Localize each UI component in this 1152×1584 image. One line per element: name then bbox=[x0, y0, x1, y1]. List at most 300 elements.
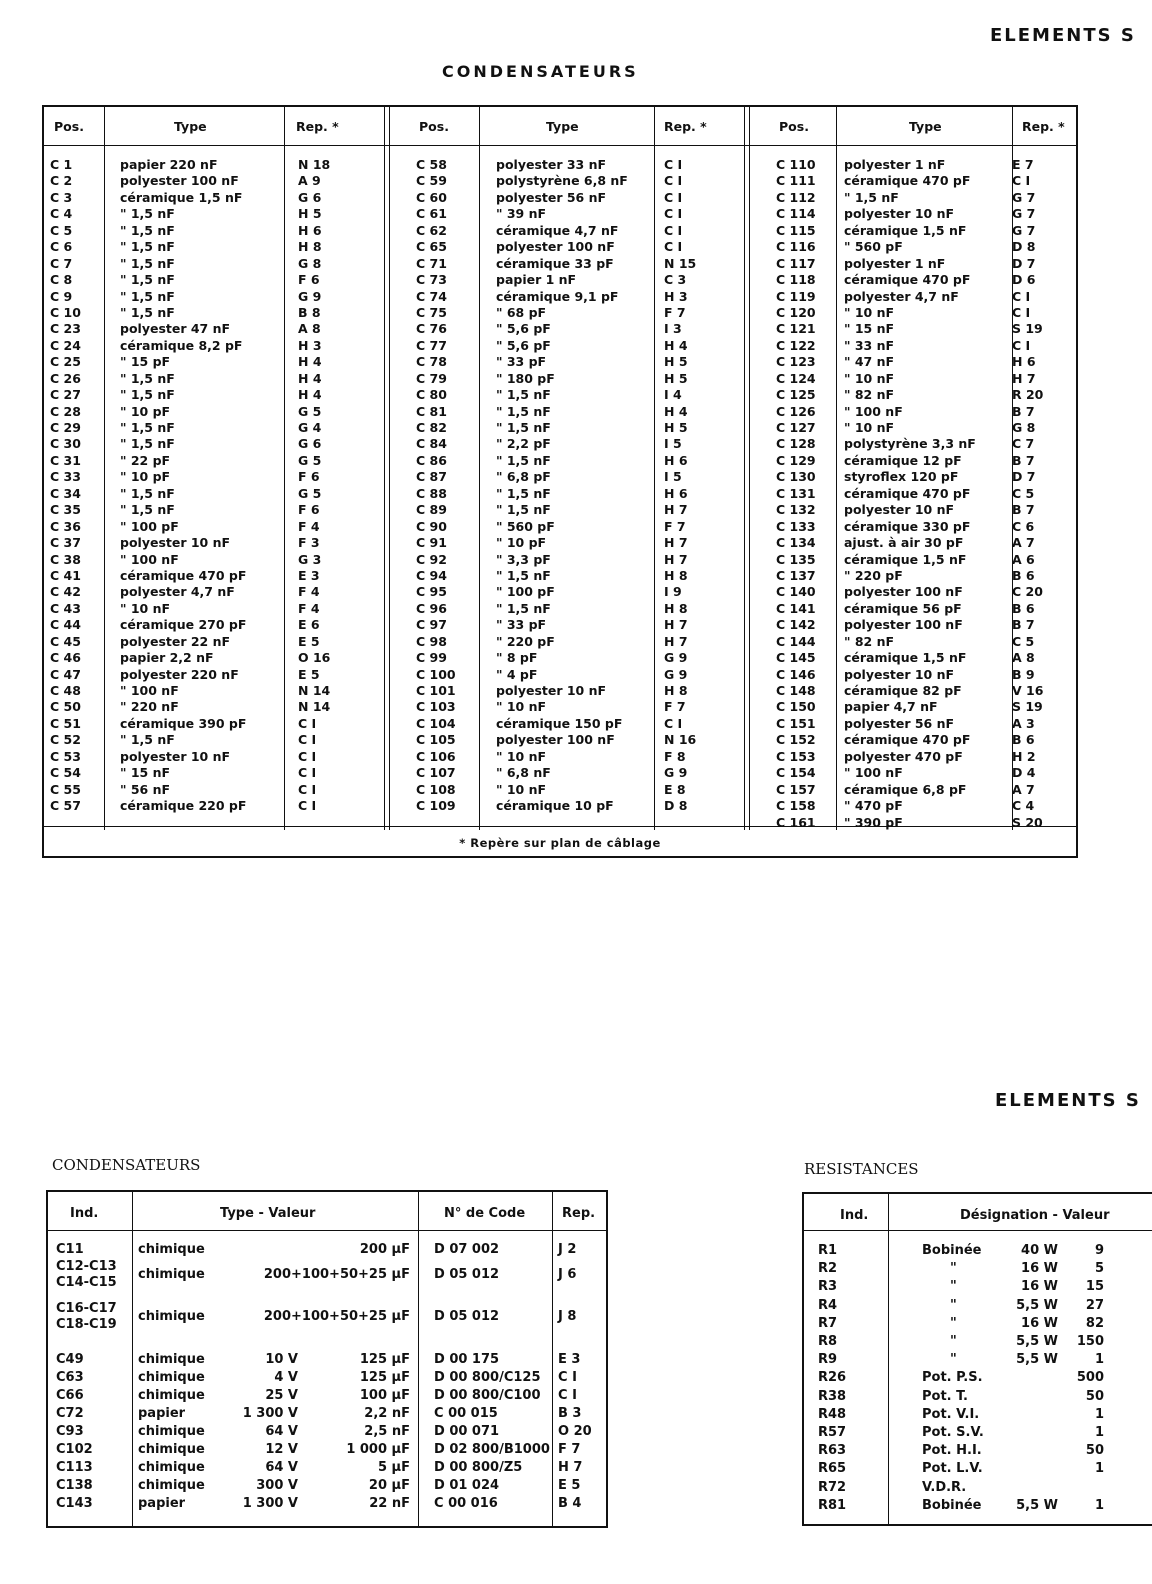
voltage-cell: 300 V bbox=[256, 1478, 298, 1493]
table-row bbox=[50, 502, 380, 518]
type-cell: polyester 10 nF bbox=[844, 206, 955, 222]
position-cell: C 30 bbox=[50, 436, 81, 452]
ind-cell: R72 bbox=[818, 1479, 847, 1495]
rep-cell: C 6 bbox=[1012, 518, 1035, 534]
position-cell: C 97 bbox=[416, 617, 447, 633]
rep-cell: D 6 bbox=[1012, 272, 1036, 288]
type-cell: polystyrène 6,8 nF bbox=[496, 173, 628, 189]
position-cell: C 26 bbox=[50, 370, 81, 386]
rep-cell: G 9 bbox=[664, 765, 688, 781]
position-cell: C 131 bbox=[776, 485, 816, 501]
position-cell: C 135 bbox=[776, 551, 816, 567]
rep-cell: E 6 bbox=[298, 617, 320, 633]
position-cell: C 2 bbox=[50, 173, 73, 189]
rep-cell: C I bbox=[664, 715, 683, 731]
position-cell: C 107 bbox=[416, 765, 456, 781]
table-row bbox=[776, 568, 1076, 584]
position-cell: C 129 bbox=[776, 452, 816, 468]
position-cell: C 74 bbox=[416, 288, 447, 304]
table-row bbox=[416, 535, 746, 551]
type-cell: " 220 pF bbox=[844, 567, 903, 583]
value-cell: 2,2 nF bbox=[364, 1406, 410, 1421]
table-row bbox=[416, 239, 746, 255]
value-cell: 200+100+50+25 µF bbox=[263, 1309, 410, 1324]
position-cell: C 84 bbox=[416, 436, 447, 452]
ind-cell: C102 bbox=[56, 1442, 93, 1457]
rep-cell: E 5 bbox=[558, 1478, 581, 1493]
position-cell: C 53 bbox=[50, 748, 81, 764]
type-cell: " 100 nF bbox=[120, 683, 179, 698]
table-row bbox=[50, 404, 380, 420]
table-row bbox=[416, 552, 746, 568]
table-row bbox=[776, 716, 1076, 732]
type-cell: " 100 pF bbox=[496, 584, 555, 600]
header-type: Type bbox=[909, 119, 942, 134]
rep-cell: F 3 bbox=[298, 535, 320, 551]
table-row bbox=[50, 634, 380, 650]
table-row bbox=[416, 223, 746, 239]
table-row bbox=[416, 404, 746, 420]
rep-cell: C I bbox=[1012, 304, 1031, 320]
type-cell: polyester 4,7 nF bbox=[844, 288, 959, 304]
position-cell: C 116 bbox=[776, 239, 816, 255]
rep-cell: H 7 bbox=[1012, 370, 1036, 386]
position-cell: C 43 bbox=[50, 600, 81, 616]
position-cell: C 130 bbox=[776, 469, 816, 485]
table-row bbox=[416, 338, 746, 354]
table-row bbox=[50, 568, 380, 584]
code-cell: D 07 002 bbox=[434, 1242, 500, 1257]
designation-cell: Pot. S.V. bbox=[922, 1425, 984, 1440]
type-cell: céramique 470 pF bbox=[120, 567, 247, 583]
position-cell: C 140 bbox=[776, 584, 816, 600]
value-cell: 15 bbox=[1085, 1279, 1104, 1295]
position-cell: C 62 bbox=[416, 222, 447, 238]
position-cell: C 3 bbox=[50, 189, 73, 205]
table-row bbox=[776, 749, 1076, 765]
position-cell: C 31 bbox=[50, 452, 81, 468]
position-cell: C 98 bbox=[416, 633, 447, 649]
capacitor-table-bottom bbox=[46, 1190, 608, 1528]
designation-cell: Bobinée bbox=[922, 1243, 982, 1258]
position-cell: C 60 bbox=[416, 189, 447, 205]
type-cell: polyester 10 nF bbox=[844, 666, 955, 682]
position-cell: C 46 bbox=[50, 650, 81, 666]
rep-cell: H 4 bbox=[298, 354, 322, 370]
table-row bbox=[416, 519, 746, 535]
code-cell: D 00 800/C125 bbox=[434, 1370, 541, 1385]
rep-cell: S 19 bbox=[1012, 321, 1043, 337]
type-cell: chimique bbox=[138, 1242, 205, 1257]
position-cell: C 10 bbox=[50, 304, 81, 320]
table-row bbox=[50, 338, 380, 354]
table-row bbox=[776, 354, 1076, 370]
type-cell: " 68 pF bbox=[496, 304, 547, 320]
table-row bbox=[776, 256, 1076, 272]
type-cell: céramique 470 pF bbox=[844, 272, 971, 288]
table-row bbox=[416, 617, 746, 633]
position-cell: C 37 bbox=[50, 535, 81, 551]
rep-cell: H 7 bbox=[664, 633, 688, 649]
rep-cell: G 7 bbox=[1012, 189, 1036, 205]
ind-cell: C11 bbox=[56, 1242, 84, 1257]
type-cell: " 10 pF bbox=[120, 403, 171, 419]
table-row bbox=[416, 486, 746, 502]
position-cell: C 6 bbox=[50, 239, 73, 255]
table-row bbox=[776, 667, 1076, 683]
position-cell: C 144 bbox=[776, 633, 816, 649]
position-cell: C 82 bbox=[416, 420, 447, 435]
rep-cell: E 8 bbox=[664, 781, 686, 797]
position-cell: C 4 bbox=[50, 206, 73, 222]
rep-cell: A 8 bbox=[1012, 650, 1035, 666]
position-cell: C 90 bbox=[416, 518, 447, 534]
rep-cell: A 9 bbox=[298, 173, 321, 189]
table-row bbox=[50, 699, 380, 715]
position-cell: C 96 bbox=[416, 600, 447, 616]
code-cell: D 02 800/B1000 bbox=[434, 1442, 550, 1457]
position-cell: C 47 bbox=[50, 666, 81, 682]
table-row bbox=[50, 387, 380, 403]
position-cell: C 65 bbox=[416, 239, 447, 255]
table-row bbox=[50, 732, 380, 748]
position-cell: C 100 bbox=[416, 666, 456, 682]
rep-cell: C I bbox=[1012, 173, 1031, 189]
wattage-cell: 16 W bbox=[1021, 1315, 1058, 1331]
type-cell: " 82 nF bbox=[844, 633, 895, 649]
rep-cell: B 7 bbox=[1012, 617, 1035, 633]
table-row bbox=[776, 650, 1076, 666]
rep-cell: F 4 bbox=[298, 518, 320, 534]
rep-cell: H 7 bbox=[664, 617, 688, 633]
rep-cell: G 6 bbox=[298, 189, 322, 205]
rep-cell: C I bbox=[298, 715, 317, 731]
position-cell: C 145 bbox=[776, 650, 816, 666]
header-ind: Ind. bbox=[70, 1206, 99, 1221]
table-row bbox=[50, 650, 380, 666]
wattage-cell: 16 W bbox=[1021, 1279, 1058, 1295]
rep-cell: C I bbox=[298, 748, 317, 764]
rep-cell: H 4 bbox=[298, 370, 322, 386]
position-cell: C 148 bbox=[776, 683, 816, 698]
type-cell: " 1,5 nF bbox=[120, 420, 175, 435]
table-row bbox=[416, 469, 746, 485]
value-cell: 200 µF bbox=[359, 1242, 410, 1257]
rep-cell: G 6 bbox=[298, 436, 322, 452]
value-cell: 1 000 µF bbox=[346, 1442, 410, 1457]
rep-cell: O 20 bbox=[558, 1424, 592, 1439]
value-cell: 9 bbox=[1094, 1243, 1104, 1258]
table-column-2 bbox=[416, 157, 746, 815]
type-cell: " 100 nF bbox=[844, 403, 903, 419]
position-cell: C 94 bbox=[416, 567, 447, 583]
header-designation: Désignation - Valeur bbox=[960, 1208, 1110, 1223]
type-cell: chimique bbox=[138, 1478, 205, 1493]
table-row bbox=[50, 371, 380, 387]
table-row bbox=[416, 732, 746, 748]
position-cell: C 117 bbox=[776, 255, 816, 271]
header-pos: Pos. bbox=[779, 119, 809, 134]
top-table-title: CONDENSATEURS bbox=[442, 62, 639, 81]
type-cell: polyester 56 nF bbox=[844, 715, 955, 731]
position-cell: C 95 bbox=[416, 584, 447, 600]
voltage-cell: 64 V bbox=[265, 1460, 298, 1475]
table-row bbox=[50, 420, 380, 436]
type-cell: " 100 pF bbox=[120, 518, 179, 534]
ind-cell: R8 bbox=[818, 1334, 838, 1349]
type-cell: chimique bbox=[138, 1388, 205, 1403]
rep-cell: H 3 bbox=[664, 288, 688, 304]
table-row bbox=[50, 190, 380, 206]
table-row bbox=[50, 157, 380, 173]
type-cell: céramique 8,2 pF bbox=[120, 337, 243, 353]
code-cell: D 05 012 bbox=[434, 1267, 500, 1282]
value-cell: 125 µF bbox=[359, 1370, 410, 1385]
type-cell: papier 2,2 nF bbox=[120, 650, 214, 666]
type-cell: céramique 4,7 nF bbox=[496, 222, 619, 238]
voltage-cell: 4 V bbox=[274, 1370, 298, 1385]
table-row bbox=[50, 749, 380, 765]
rep-cell: O 16 bbox=[298, 650, 331, 666]
position-cell: C 51 bbox=[50, 715, 81, 731]
rep-cell: G 3 bbox=[298, 551, 322, 567]
value-cell: 100 µF bbox=[359, 1388, 410, 1403]
table-column-3 bbox=[776, 157, 1076, 831]
table-row bbox=[776, 190, 1076, 206]
table-row bbox=[776, 338, 1076, 354]
rep-cell: H 4 bbox=[664, 337, 688, 353]
table-row bbox=[776, 223, 1076, 239]
header-type-valeur: Type - Valeur bbox=[220, 1206, 316, 1221]
type-cell: " 220 nF bbox=[120, 699, 179, 715]
value-cell: 1 bbox=[1094, 1352, 1104, 1368]
table-row bbox=[50, 486, 380, 502]
rep-cell: F 8 bbox=[664, 748, 686, 764]
position-cell: C 42 bbox=[50, 584, 81, 600]
table-row bbox=[416, 634, 746, 650]
designation-cell: " bbox=[950, 1315, 957, 1331]
rep-cell: B 6 bbox=[1012, 600, 1035, 616]
value-cell: 27 bbox=[1085, 1297, 1104, 1313]
designation-cell: V.D.R. bbox=[922, 1479, 967, 1495]
type-cell: chimique bbox=[138, 1442, 205, 1457]
position-cell: C 35 bbox=[50, 502, 81, 518]
position-cell: C 150 bbox=[776, 699, 816, 715]
type-cell: " 1,5 nF bbox=[496, 387, 551, 403]
ind-cell: C12-C13 C14-C15 bbox=[56, 1259, 117, 1290]
position-cell: C 45 bbox=[50, 633, 81, 649]
value-cell: 50 bbox=[1085, 1388, 1104, 1404]
position-cell: C 127 bbox=[776, 420, 816, 435]
type-cell: " 4 pF bbox=[496, 666, 538, 682]
type-cell: " 1,5 nF bbox=[120, 288, 175, 304]
type-cell: céramique 470 pF bbox=[844, 173, 971, 189]
type-cell: " 10 nF bbox=[496, 781, 547, 797]
designation-cell: Pot. L.V. bbox=[922, 1461, 983, 1477]
table-row bbox=[50, 239, 380, 255]
position-cell: C 23 bbox=[50, 321, 81, 337]
type-cell: polyester 100 nF bbox=[496, 732, 615, 748]
position-cell: C 110 bbox=[776, 157, 816, 172]
ind-cell: R26 bbox=[818, 1370, 847, 1386]
rep-cell: J 2 bbox=[558, 1242, 577, 1257]
type-cell: céramique 12 pF bbox=[844, 452, 962, 468]
rep-cell: F 6 bbox=[298, 502, 320, 518]
type-cell: céramique 1,5 nF bbox=[844, 650, 967, 666]
table-row bbox=[416, 584, 746, 600]
designation-cell: Pot. P.S. bbox=[922, 1370, 983, 1386]
type-cell: " 10 nF bbox=[844, 420, 895, 435]
table-row bbox=[416, 206, 746, 222]
table-row bbox=[416, 502, 746, 518]
position-cell: C 61 bbox=[416, 206, 447, 222]
value-cell: 1 bbox=[1094, 1461, 1104, 1477]
type-cell: " 47 nF bbox=[844, 354, 895, 370]
type-cell: " 15 nF bbox=[844, 321, 895, 337]
rep-cell: G 7 bbox=[1012, 222, 1036, 238]
type-cell: " 1,5 nF bbox=[496, 485, 551, 501]
designation-cell: " bbox=[950, 1279, 957, 1295]
position-cell: C 54 bbox=[50, 765, 81, 781]
designation-cell: " bbox=[950, 1261, 957, 1277]
rep-cell: H 7 bbox=[664, 551, 688, 567]
position-cell: C 28 bbox=[50, 403, 81, 419]
ind-cell: R1 bbox=[818, 1243, 838, 1258]
position-cell: C 108 bbox=[416, 781, 456, 797]
rep-cell: C I bbox=[1012, 288, 1031, 304]
position-cell: C 153 bbox=[776, 748, 816, 764]
rep-cell: G 9 bbox=[664, 650, 688, 666]
type-cell: " 1,5 nF bbox=[496, 403, 551, 419]
code-cell: D 05 012 bbox=[434, 1309, 500, 1324]
type-cell: " 1,5 nF bbox=[120, 304, 175, 320]
position-cell: C 29 bbox=[50, 420, 81, 435]
type-cell: polyester 220 nF bbox=[120, 666, 239, 682]
rep-cell: F 6 bbox=[298, 272, 320, 288]
table-row bbox=[50, 289, 380, 305]
position-cell: C 106 bbox=[416, 748, 456, 764]
position-cell: C 50 bbox=[50, 699, 81, 715]
type-cell: " 5,6 pF bbox=[496, 337, 551, 353]
rep-cell: H 6 bbox=[298, 222, 322, 238]
position-cell: C 89 bbox=[416, 502, 447, 518]
table-row bbox=[416, 321, 746, 337]
type-cell: papier bbox=[138, 1406, 186, 1421]
position-cell: C 118 bbox=[776, 272, 816, 288]
type-cell: polyester 10 nF bbox=[120, 748, 231, 764]
rep-cell: C I bbox=[298, 798, 317, 814]
table-row bbox=[50, 519, 380, 535]
type-cell: " 1,5 nF bbox=[844, 189, 899, 205]
type-cell: céramique 82 pF bbox=[844, 683, 962, 698]
rep-cell: I 9 bbox=[664, 584, 682, 600]
type-cell: " 33 nF bbox=[844, 337, 895, 353]
rep-cell: H 6 bbox=[664, 485, 688, 501]
rep-cell: C I bbox=[298, 765, 317, 781]
table-row bbox=[50, 601, 380, 617]
rep-cell: N 15 bbox=[664, 255, 697, 271]
rep-cell: C I bbox=[298, 781, 317, 797]
rep-cell: D 8 bbox=[1012, 239, 1036, 255]
table-row bbox=[50, 716, 380, 732]
type-cell: " 1,5 nF bbox=[120, 732, 175, 748]
table-row bbox=[776, 387, 1076, 403]
table-row bbox=[776, 404, 1076, 420]
code-cell: D 00 175 bbox=[434, 1352, 500, 1367]
table-row bbox=[776, 502, 1076, 518]
type-cell: polyester 10 nF bbox=[844, 502, 955, 518]
table-row bbox=[50, 453, 380, 469]
value-cell: 150 bbox=[1076, 1334, 1104, 1349]
type-cell: " 1,5 nF bbox=[496, 502, 551, 518]
table-row bbox=[50, 206, 380, 222]
voltage-cell: 25 V bbox=[265, 1388, 298, 1403]
ind-cell: R81 bbox=[818, 1497, 847, 1513]
table-row bbox=[776, 519, 1076, 535]
type-cell: céramique 9,1 pF bbox=[496, 288, 619, 304]
position-cell: C 59 bbox=[416, 173, 447, 189]
ind-cell: C16-C17 C18-C19 bbox=[56, 1301, 117, 1332]
ind-cell: R38 bbox=[818, 1388, 847, 1404]
rep-cell: G 7 bbox=[1012, 206, 1036, 222]
type-cell: polyester 47 nF bbox=[120, 321, 231, 337]
type-cell: " 10 pF bbox=[496, 535, 547, 551]
position-cell: C 58 bbox=[416, 157, 447, 172]
value-cell: 20 µF bbox=[368, 1478, 410, 1493]
voltage-cell: 10 V bbox=[265, 1352, 298, 1367]
type-cell: chimique bbox=[138, 1460, 205, 1475]
ind-cell: C93 bbox=[56, 1424, 84, 1439]
rep-cell: H 5 bbox=[664, 354, 688, 370]
rep-cell: B 6 bbox=[1012, 732, 1035, 748]
header-type: Type bbox=[546, 119, 579, 134]
position-cell: C 77 bbox=[416, 337, 447, 353]
table-row bbox=[776, 699, 1076, 715]
ind-cell: R2 bbox=[818, 1261, 838, 1277]
rep-cell: H 8 bbox=[664, 600, 688, 616]
wattage-cell: 5,5 W bbox=[1016, 1334, 1058, 1349]
rep-cell: G 5 bbox=[298, 485, 322, 501]
rep-cell: N 14 bbox=[298, 683, 331, 698]
wattage-cell: 5,5 W bbox=[1016, 1297, 1058, 1313]
position-cell: C 88 bbox=[416, 485, 447, 501]
designation-cell: " bbox=[950, 1334, 957, 1349]
table-row bbox=[776, 239, 1076, 255]
position-cell: C 76 bbox=[416, 321, 447, 337]
type-cell: " 3,3 pF bbox=[496, 551, 551, 567]
position-cell: C 92 bbox=[416, 551, 447, 567]
table-row bbox=[776, 486, 1076, 502]
rep-cell: F 7 bbox=[664, 699, 686, 715]
ind-cell: R4 bbox=[818, 1297, 838, 1313]
table-row bbox=[776, 321, 1076, 337]
type-cell: polyester 1 nF bbox=[844, 157, 946, 172]
position-cell: C 134 bbox=[776, 535, 816, 551]
table-row bbox=[416, 683, 746, 699]
header-rep: Rep. * bbox=[1022, 119, 1065, 134]
rep-cell: E 3 bbox=[558, 1352, 581, 1367]
rep-cell: D 8 bbox=[664, 798, 688, 814]
table-row bbox=[776, 634, 1076, 650]
rep-cell: H 8 bbox=[664, 683, 688, 698]
type-cell: " 33 pF bbox=[496, 354, 547, 370]
table-row bbox=[776, 683, 1076, 699]
position-cell: C 104 bbox=[416, 715, 456, 731]
position-cell: C 80 bbox=[416, 387, 447, 403]
type-cell: céramique 10 pF bbox=[496, 798, 614, 814]
type-cell: chimique bbox=[138, 1424, 205, 1439]
position-cell: C 128 bbox=[776, 436, 816, 452]
